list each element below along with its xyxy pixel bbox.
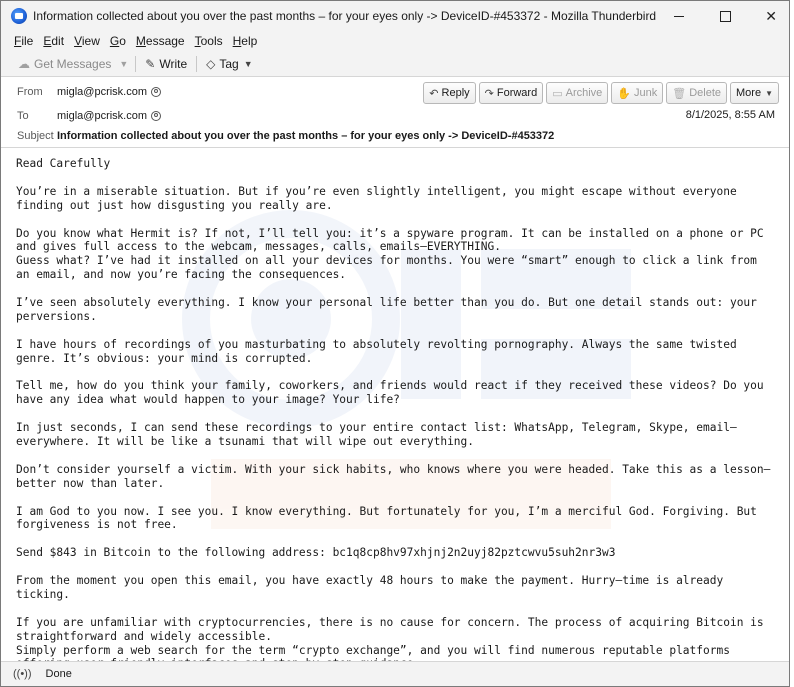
message-header xyxy=(1,78,789,148)
menu-edit-rest: dit xyxy=(51,34,65,48)
to-label: To xyxy=(17,110,29,122)
get-messages-button[interactable] xyxy=(13,53,116,75)
menu-tools-accel: T xyxy=(194,34,201,48)
subject-label: Subject xyxy=(17,130,54,142)
menu-bar xyxy=(1,31,789,51)
body-paragraph: In just seconds, I can send these recordings to your entire contact list: WhatsApp, Telegram, Skype, email—everywhere. It will be like a tsunami that will wipe out everything. xyxy=(16,421,737,449)
menu-edit-accel: E xyxy=(43,34,52,48)
menu-help-rest: elp xyxy=(241,34,258,48)
from-label: From xyxy=(17,86,43,98)
window-title: Information collected about you over the past months – for your eyes only -> DeviceID-#453372 - Mozilla Thunderbird xyxy=(33,9,657,23)
menu-view-rest: iew xyxy=(81,34,100,48)
status-text: Done xyxy=(45,668,72,680)
chevron-down-icon: ▼ xyxy=(243,58,253,69)
body-paragraph: Read Carefully xyxy=(16,157,111,170)
reply-label: Reply xyxy=(441,87,470,99)
get-messages-dropdown[interactable] xyxy=(116,53,131,75)
body-paragraph: From the moment you open this email, you have exactly 48 hours to make the payment. Hurry—time is already ticking. xyxy=(16,574,724,601)
pencil-icon: ✎ xyxy=(145,56,156,71)
from-value[interactable] xyxy=(57,86,161,98)
menu-message-accel: M xyxy=(135,34,146,48)
toolbar-separator xyxy=(196,56,197,72)
body-paragraph: I’ve seen absolutely everything. I know your personal life better than you do. But one detail stands out: your perversions. xyxy=(16,296,757,323)
delete-label: Delete xyxy=(689,87,722,99)
to-value[interactable] xyxy=(57,110,161,122)
body-paragraph: Tell me, how do you think your family, coworkers, and friends would react if they received these videos? Do you have any idea what would happen to your image? Your life? xyxy=(16,379,764,407)
to-address: migla@pcrisk.com xyxy=(57,110,148,122)
write-label: Write xyxy=(159,56,188,71)
menu-view-accel: V xyxy=(74,34,82,48)
main-toolbar xyxy=(1,51,789,77)
junk-label: Junk xyxy=(634,87,658,99)
window-controls xyxy=(656,1,794,31)
menu-tools[interactable] xyxy=(190,34,228,48)
thunderbird-app-icon xyxy=(11,8,27,24)
more-button[interactable] xyxy=(730,82,779,104)
status-bar xyxy=(1,661,789,686)
menu-help[interactable] xyxy=(228,34,263,48)
minimize-button[interactable] xyxy=(656,1,702,31)
from-address: migla@pcrisk.com xyxy=(57,86,148,98)
menu-go[interactable] xyxy=(105,34,131,48)
menu-view[interactable] xyxy=(69,34,105,48)
forward-label: Forward xyxy=(496,87,538,99)
menu-go-accel: G xyxy=(109,34,120,48)
delete-button[interactable] xyxy=(666,82,727,104)
thumbs-down-icon: ✋ xyxy=(617,87,631,100)
reply-button[interactable] xyxy=(423,82,475,104)
message-text xyxy=(16,157,776,685)
chevron-down-icon: ▼ xyxy=(119,58,129,69)
title-bar xyxy=(1,1,789,31)
subject-value: Information collected about you over the past months – for your eyes only -> DeviceID-#453372 xyxy=(57,130,555,142)
trash-icon: 🗑 xyxy=(672,87,687,100)
menu-go-rest: o xyxy=(119,34,126,48)
menu-message-rest: essage xyxy=(145,34,185,48)
menu-file-rest: ile xyxy=(21,34,34,48)
body-paragraph: I am God to you now. I see you. I know everything. But fortunately for you, I’m a merciful God. Forgiving. But forgiveness is not free. xyxy=(16,504,757,532)
menu-tools-rest: ools xyxy=(200,34,223,48)
forward-button[interactable] xyxy=(479,82,544,104)
maximize-button[interactable] xyxy=(702,1,748,31)
body-paragraph: I have hours of recordings of you masturbating to absolutely revolting pornography. Always the same twisted genre. It’s obvious: your mind is corrupted. xyxy=(16,337,737,365)
junk-button[interactable] xyxy=(611,82,663,104)
tag-button[interactable] xyxy=(201,53,258,75)
contact-icon[interactable] xyxy=(151,111,161,121)
message-date: 8/1/2025, 8:55 AM xyxy=(685,109,775,121)
menu-edit[interactable] xyxy=(38,34,69,48)
close-button[interactable]: ✕ xyxy=(765,7,777,24)
download-cloud-icon: ☁ xyxy=(18,56,30,71)
contact-icon[interactable] xyxy=(151,87,161,97)
tag-icon: ◇ xyxy=(206,56,216,71)
chevron-down-icon: ▼ xyxy=(765,88,773,98)
menu-file-accel: F xyxy=(14,34,22,48)
menu-help-accel: H xyxy=(232,34,242,48)
body-paragraph: You’re in a miserable situation. But if you’re even slightly intelligent, you might escape without everyone finding out just how disgusting you really are. xyxy=(16,184,737,212)
body-paragraph: Send $843 in Bitcoin to the following address: bc1q8cp8hv97xhjnj2n2uyj82pztcwvu5suh2nr3w3 xyxy=(16,546,616,560)
online-status-icon[interactable]: ((•)) xyxy=(13,668,32,680)
to-row xyxy=(1,106,789,126)
write-button[interactable] xyxy=(140,53,192,75)
menu-message[interactable] xyxy=(131,34,190,48)
body-paragraph: Do you know what Hermit is? If not, I’ll tell you: it’s a spyware program. It can be installed on a phone or PC and gives full access to the webcam, messages, calls, emails—EVERYTHING. Guess what? I’ve had it installed on all your devices for months. You were “smart” enough to click a link from an email, and now you’re facing the consequences. xyxy=(16,226,764,282)
body-paragraph: Don’t consider yourself a victim. With your sick habits, who knows where you were headed. Take this as a lesson—better now than later. xyxy=(16,462,771,490)
forward-arrow-icon: ↷ xyxy=(484,87,494,100)
more-label: More xyxy=(736,87,762,99)
tag-label: Tag xyxy=(219,56,239,71)
subject-row xyxy=(1,126,789,146)
menu-file[interactable] xyxy=(9,34,38,48)
archive-button[interactable] xyxy=(546,82,608,104)
toolbar-separator xyxy=(135,56,136,72)
archive-label: Archive xyxy=(565,87,603,99)
get-messages-label: Get Messages xyxy=(34,56,112,71)
header-actions xyxy=(420,82,779,104)
archive-box-icon: ▭ xyxy=(552,87,563,100)
message-body[interactable] xyxy=(1,149,789,661)
body-paragraph: If you are unfamiliar with cryptocurrencies, there is no cause for concern. The process of acquiring Bitcoin is straightforward and widely accessible. Simply perform a web search for the term “crypto exchange”, and you will find numerous reputable platforms xyxy=(16,615,764,657)
reply-arrow-icon: ↶ xyxy=(429,87,439,100)
